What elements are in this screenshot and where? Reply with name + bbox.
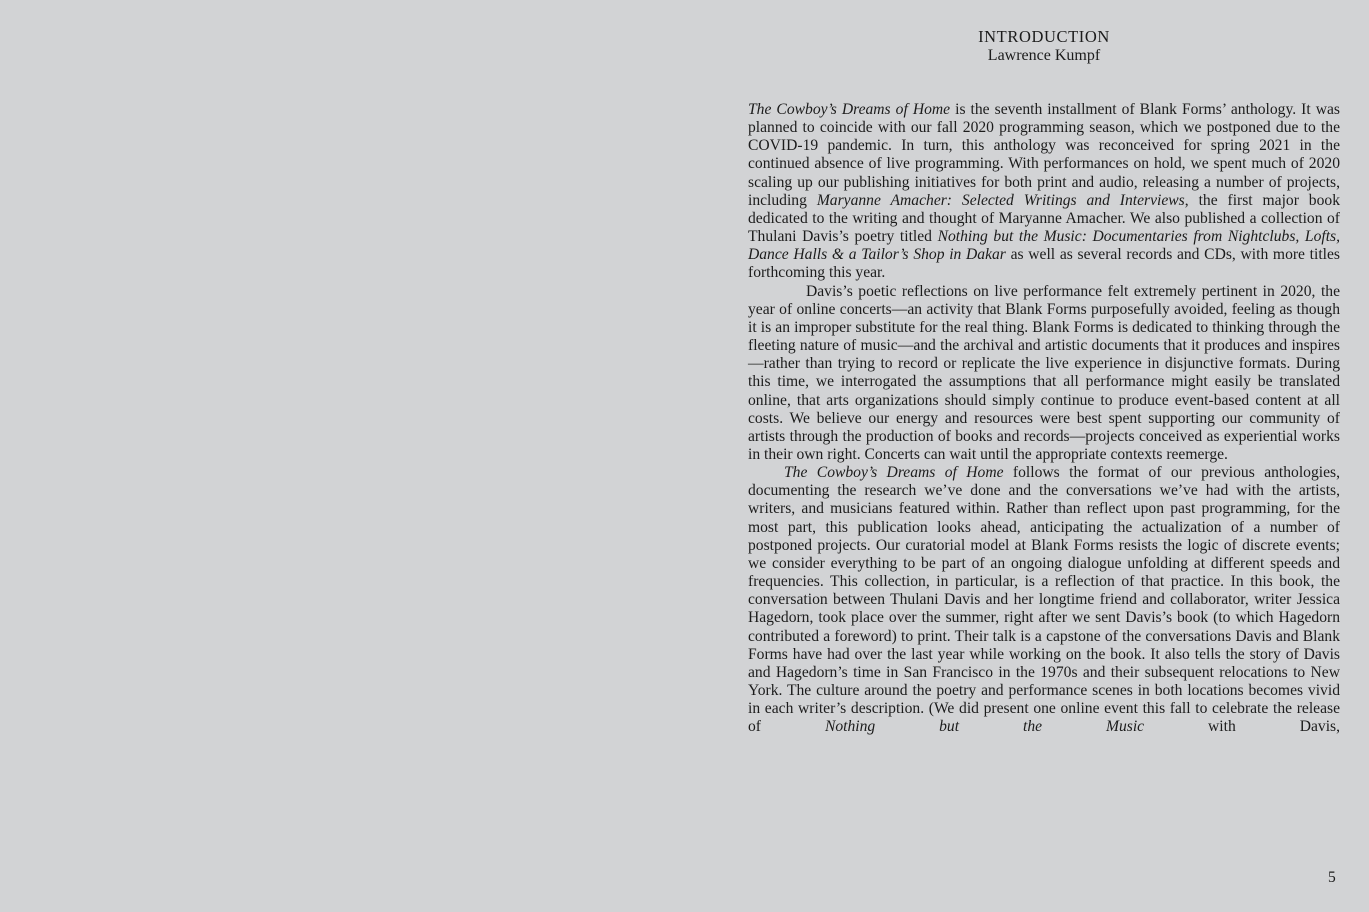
paragraph — [748, 283, 1340, 465]
text-run: is the seventh installment of Blank Forms’ anthology. It was planned to coincide with our fall 2020 programming season, which we postponed due to the COVID-19 pandemic. In turn, this anthology was reconceived for spring 2021 in the continued absence of live programming. With performances on hold, we spent much of 2020 scaling up our publishing initiatives for both print and audio, releasing a number of projects, including — [748, 101, 1340, 209]
chapter-author: Lawrence Kumpf — [987, 47, 1101, 64]
text-run: with Davis, — [1144, 718, 1340, 736]
italic-title-run: Nothing but the Music: Documentaries from Nightclubs, Lofts, Dance Halls & a Tailor’s Shop in Dakar — [748, 228, 1340, 264]
text-run: , the first major book dedicated to the writing and thought of Maryanne Amacher. We also published a collection of Thulani Davis’s poetry titled — [748, 191, 1340, 246]
paragraph — [748, 101, 1340, 283]
italic-title-run: Maryanne Amacher: Selected Writings and Interviews — [816, 191, 1185, 209]
chapter-header — [748, 27, 1340, 65]
text-run: follows the format of our previous anthologies, documenting the research we’ve done and the conversations we’ve had with the artists, writers, and musicians featured within. Rather than reflect upon past programming, for the most part, this publication looks ahead, anticipating the actualization of a number of postponed projects. Our curatorial model at Blank Forms resists the logic of discrete events; we consider everything to be part of an ongoing dialogue unfolding at different speeds and frequencies. This collection, in particular, is a reflection of that practice. In this book, the conversation between Thulani Davis and her longtime friend and collaborator, writer Jessica Hagedorn, took place over the summer, right after we sent Davis’s book (to which Hagedorn contributed a foreword) to print. Their talk is a capstone of the conversations Davis and Blank Forms have had over the last year while working on the book. It also tells the story of Davis and Hagedorn’s time in San Francisco in the 1970s and their subsequent relocations to New York. The culture around the poetry and performance scenes in both locations becomes vivid in each writer’s description. (We did present one online event this fall to celebrate the release of — [748, 464, 1340, 736]
page-number: 5 — [1328, 869, 1336, 886]
text-run: as well as several records and CDs, with more titles forthcoming this year. — [748, 246, 1340, 282]
italic-title-run: The Cowboy’s Dreams of Home — [748, 101, 951, 118]
italic-title-run: The Cowboy’s Dreams of Home — [784, 464, 1004, 482]
text-run: Davis’s poetic reflections on live performance felt extremely pertinent in 2020, the year of online concerts—an activity that Blank Forms purposefully avoided, feeling as though it is an improper substitute for the real thing. Blank Forms is dedicated to thinking through the fleeting nature of music—and the archival and artistic documents that it produces and inspires—rather than trying to record or replicate the live experience in disjunctive formats. During this time, we interrogated the assumptions that all performance might easily be translated online, that arts organizations should simply continue to produce event-based content at all costs. We believe our energy and resources were best spent supporting our community of artists through the production of books and records—projects conceived as experiential works in their own right. Concerts can wait until the appropriate contexts reemerge. — [748, 282, 1340, 463]
chapter-title: INTRODUCTION — [978, 27, 1110, 46]
body-text — [748, 101, 1340, 736]
paragraph — [748, 464, 1340, 736]
italic-title-run: Nothing but the Music — [824, 718, 1145, 736]
